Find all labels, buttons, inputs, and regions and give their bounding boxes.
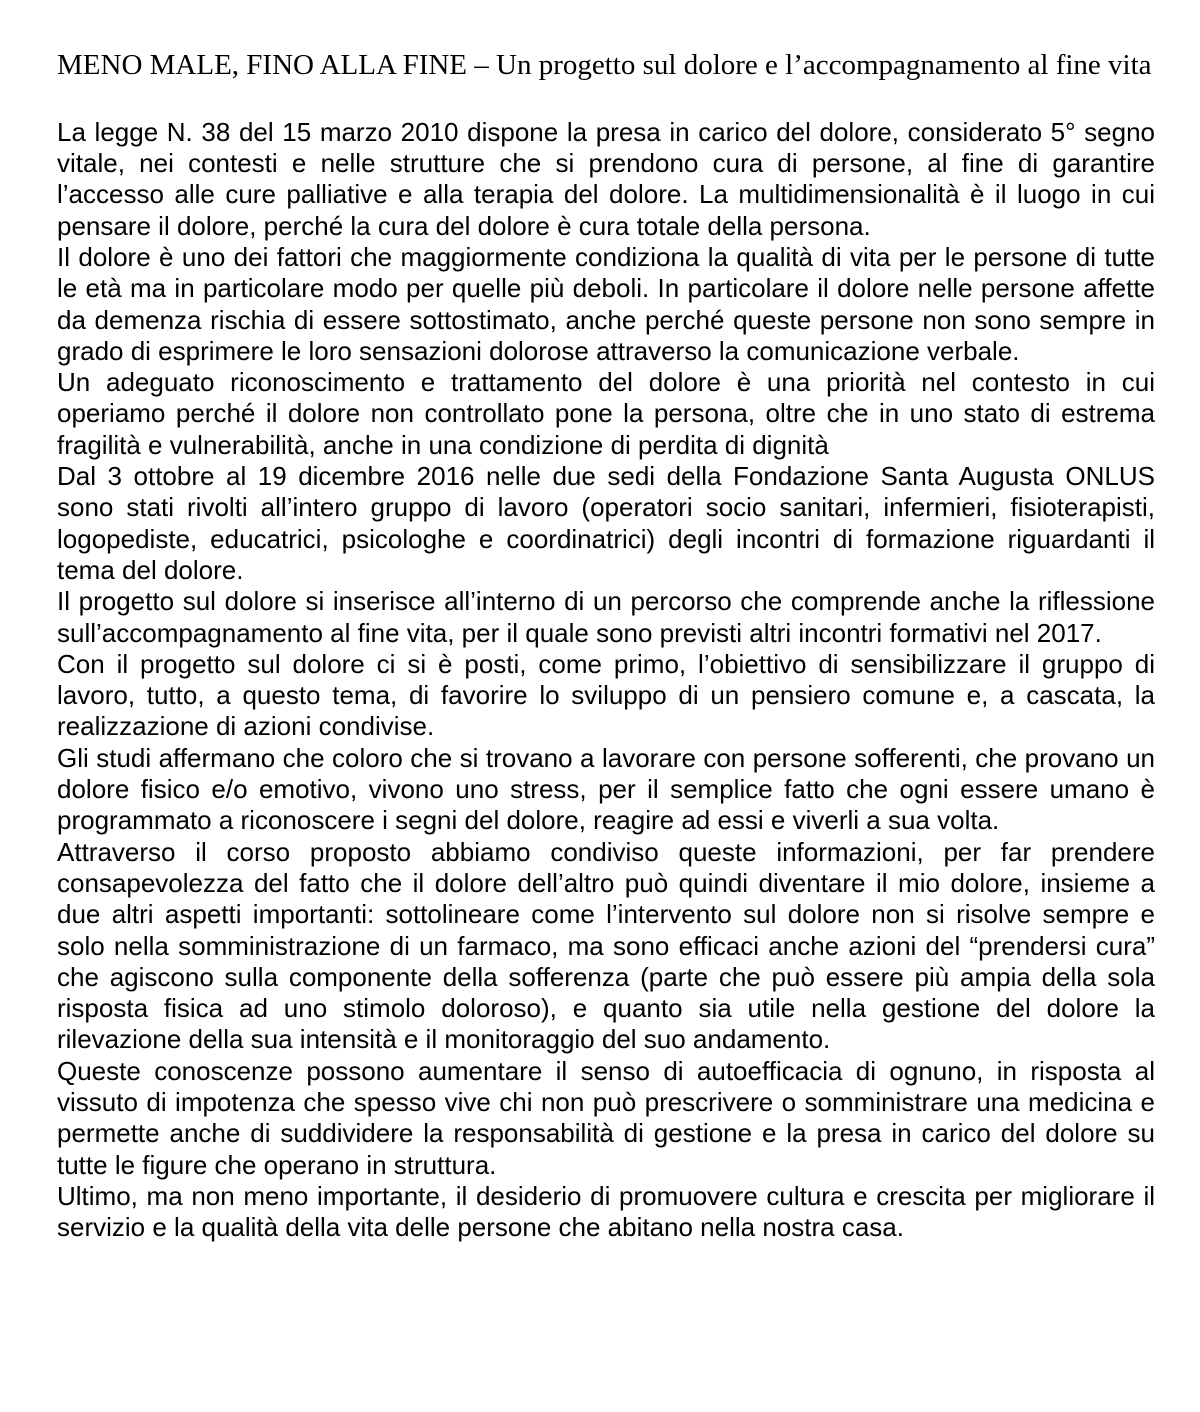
paragraph-project-path-2017: Il progetto sul dolore si inserisce all’interno di un percorso che comprende anche la riflessione sull’accompagnamento al fine vita, per il quale sono previsti altri incontri formativi nel 2017. bbox=[57, 586, 1155, 648]
paragraph-pain-quality-of-life: Il dolore è uno dei fattori che maggiormente condiziona la qualità di vita per le persone di tutte le età ma in particolare modo per quelle più deboli. In particolare il dolore nelle persone affette da demenza rischia di essere sottostimato, anche perché queste persone non sono sempre in grado di esprimere le loro sensazioni dolorose attraverso la comunicazione verbale. bbox=[57, 241, 1155, 366]
document-body bbox=[57, 117, 1155, 1244]
paragraph-self-efficacy: Queste conoscenze possono aumentare il senso di autoefficacia di ognuno, in risposta al vissuto di impotenza che spesso vive chi non può prescrivere o somministrare una medicina e permette anche di suddividere la responsabilità di gestione e la presa in carico del dolore su tutte le figure che operano in struttura. bbox=[57, 1055, 1155, 1180]
paragraph-recognition-treatment: Un adeguato riconoscimento e trattamento del dolore è una priorità nel contesto in cui operiamo perché il dolore non controllato pone la persona, oltre che in uno stato di estrema fragilità e vulnerabilità, anche in una condizione di perdita di dignità bbox=[57, 367, 1155, 460]
paragraph-course-awareness: Attraverso il corso proposto abbiamo condiviso queste informazioni, per far prendere consapevolezza del fatto che il dolore dell’altro può quindi diventare il mio dolore, insieme a due altri aspetti importanti: sottolineare come l’intervento sul dolore non si risolve sempre e solo nella somministrazione di un farmaco, ma sono efficaci anche azioni del “prendersi cura” che agiscono sulla componente della sofferenza (parte che può essere più ampia della sola risposta fisica ad uno stimolo doloroso), e quanto sia utile nella gestione del dolore la rilevazione della sua intensità e il monitoraggio del suo andamento. bbox=[57, 836, 1155, 1055]
paragraph-project-objective: Con il progetto sul dolore ci si è posti, come primo, l’obiettivo di sensibilizzare il gruppo di lavoro, tutto, a questo tema, di favorire lo sviluppo di un pensiero comune e, a cascata, la realizzazione di azioni condivise. bbox=[57, 648, 1155, 742]
document-title: MENO MALE, FINO ALLA FINE – Un progetto sul dolore e l’accompagnamento al fine vita bbox=[57, 49, 1152, 81]
paragraph-training-meetings-2016: Dal 3 ottobre al 19 dicembre 2016 nelle due sedi della Fondazione Santa Augusta ONLUS sono stati rivolti all’intero gruppo di lavoro (operatori socio sanitari, infermieri, fisioterapisti, logopediste, educatrici, psicologhe e coordinatrici) degli incontri di formazione riguardanti il tema del dolore. bbox=[57, 461, 1155, 585]
paragraph-studies-stress: Gli studi affermano che coloro che si trovano a lavorare con persone sofferenti, che provano un dolore fisico e/o emotivo, vivono uno stress, per il semplice fatto che ogni essere umano è programmato a riconoscere i segni del dolore, reagire ad essi e viverli a sua volta. bbox=[57, 742, 1155, 836]
paragraph-closing-culture: Ultimo, ma non meno importante, il desiderio di promuovere cultura e crescita per migliorare il servizio e la qualità della vita delle persone che abitano nella nostra casa. bbox=[57, 1180, 1155, 1243]
paragraph-law-38: La legge N. 38 del 15 marzo 2010 dispone la presa in carico del dolore, considerato 5° segno vitale, nei contesti e nelle strutture che si prendono cura di persone, al fine di garantire l’accesso alle cure palliative e alla terapia del dolore. La multidimensionalità è il luogo in cui pensare il dolore, perché la cura del dolore è cura totale della persona. bbox=[57, 116, 1155, 241]
